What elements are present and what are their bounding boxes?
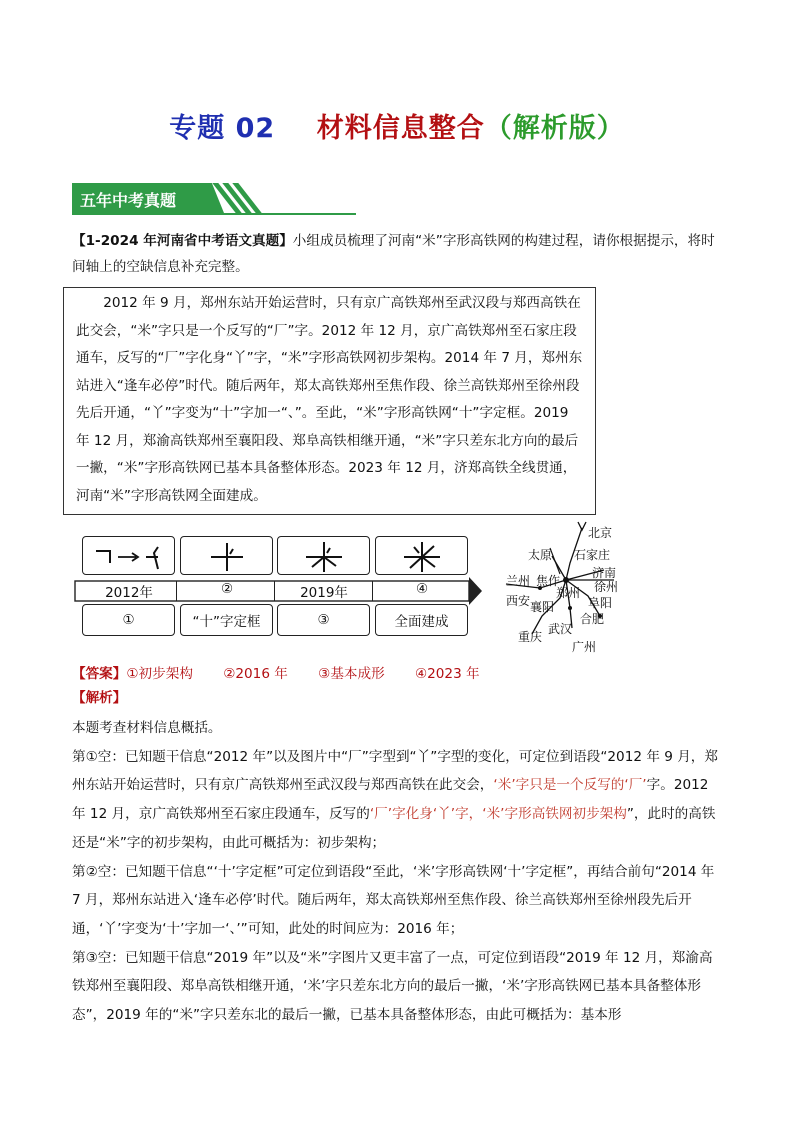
pictogram-box-3 — [277, 536, 370, 575]
city-label: 北京 — [588, 526, 613, 540]
analysis-label: 【解析】 — [72, 690, 127, 706]
timeline-label-4: 全面建成 — [375, 604, 468, 636]
pictogram-mi-partial — [294, 539, 354, 573]
analysis-paragraph-3: 第③空：已知题干信息“2019 年”以及“米”字图片又更丰富了一点，可定位到语段“2019 年 12 月，郑渝高铁郑州至襄阳段、郑阜高铁相继开通，‘米’字只差东北方向的最后一撇，‘米’字形高铁网已基本具备整体形态”，2019 年的“米”字只差东北的最后一撇，已基本具备整体形态，由此可概括为：基本形 — [72, 949, 713, 1024]
analysis-text: 字。2012 年 12 月，京广高铁郑州至石家庄段通车，反写的 — [72, 777, 709, 823]
question-intro — [72, 228, 724, 280]
city-label: 徐州 — [594, 580, 619, 594]
answer-item: ④2023 年 — [414, 666, 480, 682]
city-label: 兰州 — [506, 574, 531, 588]
section-label: 五年中考真题 — [80, 191, 177, 210]
pictogram-cross — [197, 539, 257, 573]
timeline-label-1: ① — [82, 604, 175, 636]
timeline-year-2: ② — [220, 581, 234, 597]
city-label: 西安 — [506, 594, 531, 608]
timeline-label-3: ③ — [277, 604, 370, 636]
city-label: 焦作 — [536, 574, 561, 588]
analysis-paragraph-2: 第②空：已知题干信息“‘十’字定框”可定位到语段“至此，‘米’字形高铁网‘十’字定框”，再结合前句“2014 年 7 月，郑州东站进入‘逢车必停’时代。随后两年，郑太高铁郑州至焦作段、徐兰高铁郑州至徐州段先后开通，‘丫’字变为‘十’字加一‘、’”可知，此处的时间应为：2016 年； — [72, 863, 715, 937]
city-label: 襄阳 — [530, 600, 555, 614]
title-topic: 专题 02 — [169, 113, 276, 144]
pictogram-box-4 — [375, 536, 468, 575]
pictogram-mi-full — [392, 539, 452, 573]
city-label: 阜阳 — [588, 596, 613, 610]
city-label: 郑州 — [556, 586, 581, 600]
answer-item: ③基本成形 — [318, 666, 385, 682]
timeline-year-4: ④ — [415, 581, 429, 597]
city-label: 武汉 — [548, 622, 573, 636]
answer-item: ①初步架构 — [126, 666, 193, 682]
analysis-highlight: ‘米’字只是一个反写的‘厂’ — [493, 777, 647, 794]
timeline-year-1: 2012年 — [105, 585, 153, 601]
title-name: 材料信息整合 — [316, 113, 485, 144]
rail-map — [500, 518, 632, 654]
city-label: 石家庄 — [574, 548, 611, 562]
answer-item: ②2016 年 — [223, 666, 288, 682]
analysis-text: ”，此时的高铁还是“米”字的初步架构，由此可概括为：初步架构； — [72, 806, 716, 851]
answer-line — [72, 661, 732, 687]
section-banner — [72, 180, 356, 214]
city-label: 济南 — [592, 566, 617, 580]
city-label: 重庆 — [518, 630, 543, 644]
material-box — [63, 287, 596, 515]
timeline-label-2: “十”字定框 — [180, 604, 273, 636]
title-suffix: （解析版） — [484, 113, 625, 144]
section-banner-underline — [72, 213, 356, 215]
pictogram-box-1 — [82, 536, 175, 575]
page-title — [0, 106, 794, 145]
answer-label: 【答案】 — [72, 666, 127, 682]
question-source: 【1-2024 年河南省中考语文真题】 — [72, 233, 293, 249]
city-label: 合肥 — [580, 612, 605, 626]
analysis-intro: 本题考查材料信息概括。 — [72, 720, 222, 736]
analysis-body — [72, 714, 726, 1030]
pictogram-box-2 — [180, 536, 273, 575]
analysis-paragraph-1 — [72, 743, 726, 858]
analysis-text: 第①空：已知题干信息“2012 年”以及图片中“厂”字型到“丫”字型的变化，可定位到语段“2012 年 9 月，郑州东站开始运营时，只有京广高铁郑州至武汉段与郑西高铁在此交会， — [72, 748, 718, 794]
question-text: 小组成员梳理了河南“米”字形高铁网的构建过程，请你根据提示，将时间轴上的空缺信息补充完整。 — [72, 233, 715, 275]
city-label: 太原 — [528, 548, 553, 562]
pictogram-fan-to-ya — [86, 539, 172, 573]
timeline-year-3: 2019年 — [300, 585, 348, 601]
material-text: 2012 年 9 月，郑州东站开始运营时，只有京广高铁郑州至武汉段与郑西高铁在此交会，“米”字只是一个反写的“厂”字。2012 年 12 月，京广高铁郑州至石家庄段通车，反写的“厂”字化身“丫”字，“米”字形高铁网初步架构。2014 年 7 月，郑州东站进入“逢车必停”时代。随后两年，郑太高铁郑州至焦作段、徐兰高铁郑州至徐州段先后开通，“丫”字变为“十”字加一“、”。至此，“米”字形高铁网“十”字定框。2019 年 12 月，郑渝高铁郑州至襄阳段、郑阜高铁相继开通，“米”字只差东北方向的最后一撇，“米”字形高铁网已基本具备整体形态。2023 年 12 月，济郑高铁全线贯通，河南“米”字形高铁网全面建成。 — [76, 295, 583, 504]
city-label: 广州 — [572, 640, 597, 654]
analysis-highlight: ‘厂’字化身‘丫’字，‘米’字形高铁网初步架构 — [369, 806, 627, 823]
